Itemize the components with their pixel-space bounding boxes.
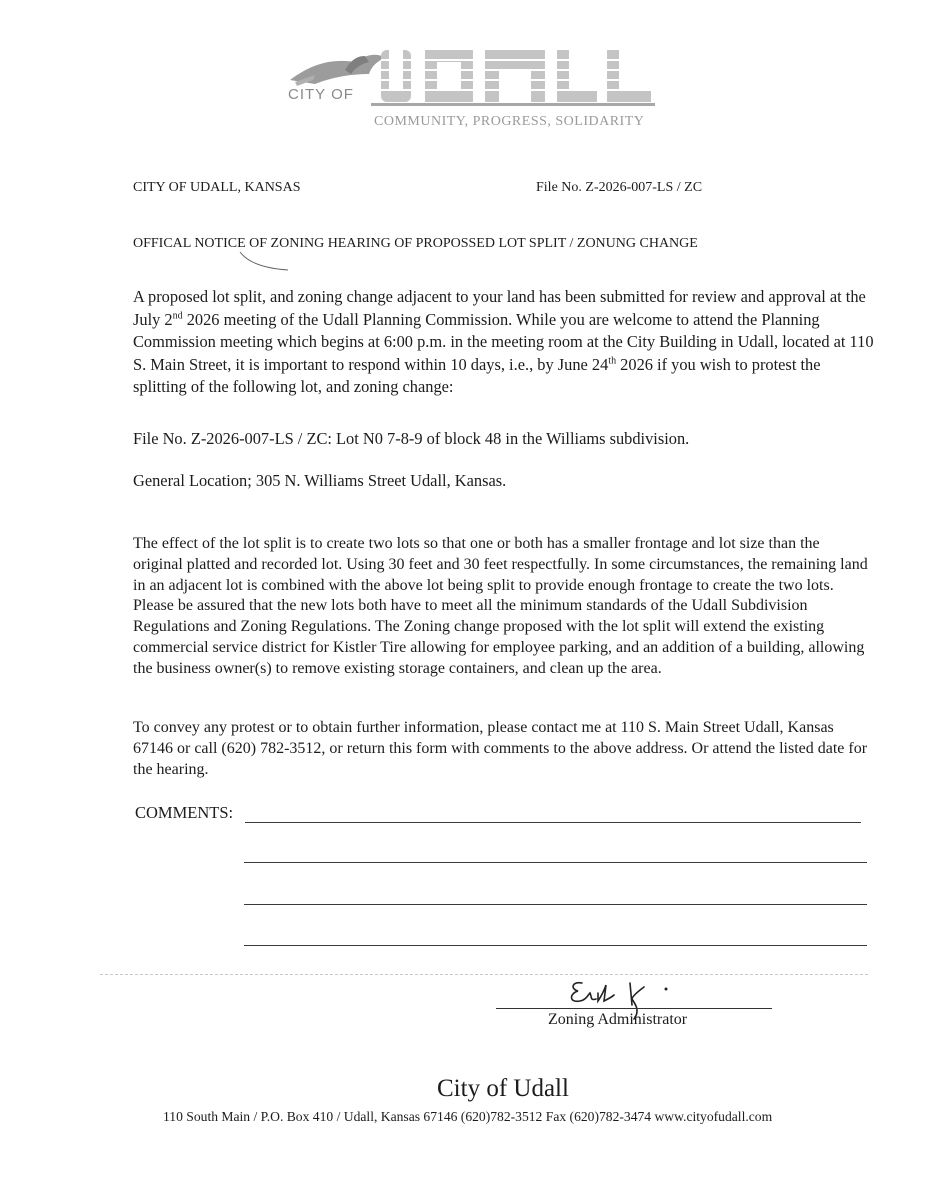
handwritten-mark <box>236 250 296 275</box>
comment-line-3[interactable] <box>244 904 867 905</box>
logo-tagline: COMMUNITY, PROGRESS, SOLIDARITY <box>374 114 645 129</box>
comments-label: COMMENTS: <box>135 803 234 822</box>
footer-city-name: City of Udall <box>437 1075 569 1102</box>
file-lot-line: File No. Z-2026-007-LS / ZC: Lot N0 7-8-9 of block 48 in the Williams subdivision. <box>133 429 690 448</box>
comment-line-1[interactable] <box>245 822 861 823</box>
footer-address: 110 South Main / P.O. Box 410 / Udall, Kansas 67146 (620)782-3512 Fax (620)782-3474 www.cityofudall.com <box>163 1109 773 1124</box>
logo-city-of-text: CITY OF <box>288 86 354 103</box>
signature-title: Zoning Administrator <box>548 1011 688 1028</box>
divider <box>100 974 868 975</box>
general-location-line: General Location; 305 N. Williams Street Udall, Kansas. <box>133 471 507 490</box>
city-state-heading: CITY OF UDALL, KANSAS <box>133 180 301 195</box>
comment-line-4[interactable] <box>244 945 867 946</box>
contact-paragraph: To convey any protest or to obtain further information, please contact me at 110 S. Main Street Udall, Kansas 67146 or call (620) 782-3512, or return this form with comments to the above address. Or attend the listed date for the hearing. <box>133 719 868 778</box>
signature-line <box>496 1008 772 1009</box>
file-number: File No. Z-2026-007-LS / ZC <box>536 180 703 195</box>
effect-paragraph: The effect of the lot split is to create two lots so that one or both has a smaller frontage and lot size than the original platted and recorded lot. Using 30 feet and 30 feet respectfully. In some circumstances, the remaining land in an adjacent lot is combined with the above lot being split to provide enough frontage to create the two lots. Please be assured that the new lots both have to meet all the minimum standards of the Udall Subdivision Regulations and Zoning Regulations. The Zoning change proposed with the lot split will extend the existing commercial service district for Kistler Tire allowing for employee parking, and an addition of a building, allowing the business owner(s) to remove existing storage containers, and clean up the area. <box>133 535 868 677</box>
comment-line-2[interactable] <box>244 862 867 863</box>
notice-title: OFFICAL NOTICE OF ZONING HEARING OF PROPOSSED LOT SPLIT / ZONUNG CHANGE <box>133 236 698 251</box>
intro-paragraph: A proposed lot split, and zoning change adjacent to your land has been submitted for review and approval at the July 2nd 2026 meeting of the Udall Planning Commission. While you are welcome to attend the Planning Commission meeting which begins at 6:00 p.m. in the meeting room at the City Building in Udall, located at 110 S. Main Street, it is important to respond within 10 days, i.e., by June 24th 2026 if you wish to protest the splitting of the following lot, and zoning change: <box>133 287 874 396</box>
